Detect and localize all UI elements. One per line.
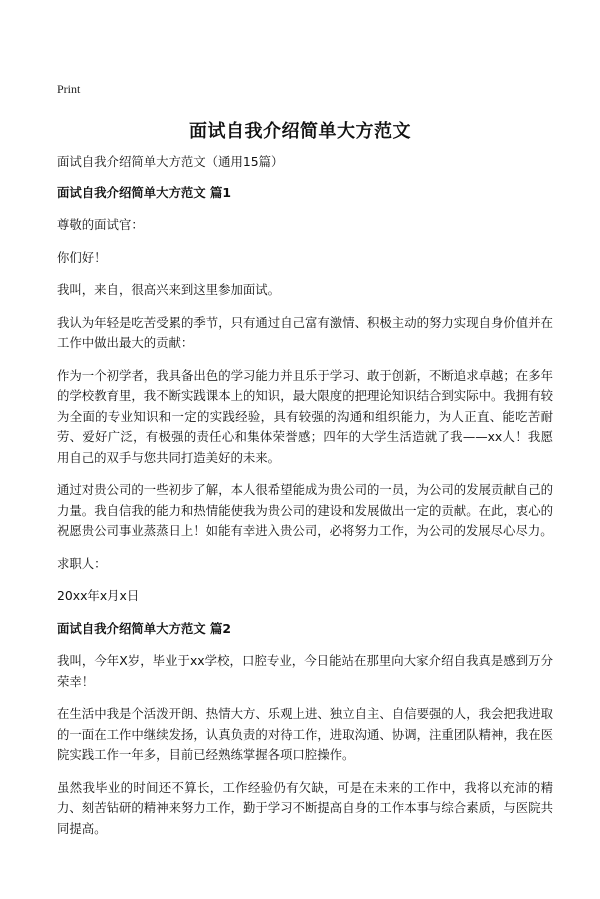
print-label: Print	[57, 82, 81, 96]
section-heading: 面试自我介绍简单大方范文 篇2	[57, 620, 232, 636]
paragraph: 作为一个初学者，我具备出色的学习能力并且乐于学习、敢于创新，不断追求卓越；在多年的学校教育里，我不断实践课本上的知识，最大限度的把理论知识结合到实际中。我拥有较为全面的专业知识和一定的实践经验，具有较强的沟通和组织能力，为人正直、能吃苦耐劳、爱好广泛，有极强的责任心和集体荣誉感；四年的大学生活造就了我——xx人！我愿用自己的双手与您共同打造美好的未来。	[57, 367, 553, 465]
paragraph: 我叫，今年X岁，毕业于xx学校，口腔专业，今日能站在那里向大家介绍自我真是感到万分荣幸！	[57, 653, 553, 689]
document-subtitle: 面试自我介绍简单大方范文（通用15篇）	[57, 154, 284, 169]
document-title: 面试自我介绍简单大方范文	[189, 121, 411, 142]
section-heading: 面试自我介绍简单大方范文 篇1	[57, 184, 232, 200]
paragraph: 20xx年x月x日	[57, 588, 140, 603]
paragraph: 在生活中我是个活泼开朗、热情大方、乐观上进、独立自主、自信要强的人，我会把我进取的一面在工作中继续发扬，认真负责的对待工作，进取沟通、协调，注重团队精神，我在医院实践工作一年多，目前已经熟练掌握各项口腔操作。	[57, 706, 553, 762]
paragraph: 尊敬的面试官：	[57, 217, 144, 232]
paragraph: 你们好！	[57, 249, 107, 265]
paragraph: 虽然我毕业的时间还不算长，工作经验仍有欠缺，可是在未来的工作中，我将以充沛的精力、刻苦钻研的精神来努力工作，勤于学习不断提高自身的工作本事与综合素质，与医院共同提高。	[57, 779, 553, 836]
paragraph: 我叫，来自，很高兴来到这里参加面试。	[57, 282, 281, 297]
section-2	[57, 619, 553, 840]
section-1	[57, 183, 553, 607]
paragraph: 通过对贵公司的一些初步了解，本人很希望能成为贵公司的一员，为公司的发展贡献自己的力量。我自信我的能力和热情能使我为贵公司的建设和发展做出一定的贡献。在此，衷心的祝愿贵公司事业蒸蒸日上！如能有幸进入贵公司，必将努力工作，为公司的发展尽心尽力。	[57, 482, 553, 538]
document-body	[57, 152, 553, 851]
paragraph: 我认为年轻是吃苦受累的季节，只有通过自己富有激情、积极主动的努力实现自身价值并在工作中做出最大的贡献：	[57, 314, 553, 350]
paragraph: 求职人：	[57, 555, 107, 571]
